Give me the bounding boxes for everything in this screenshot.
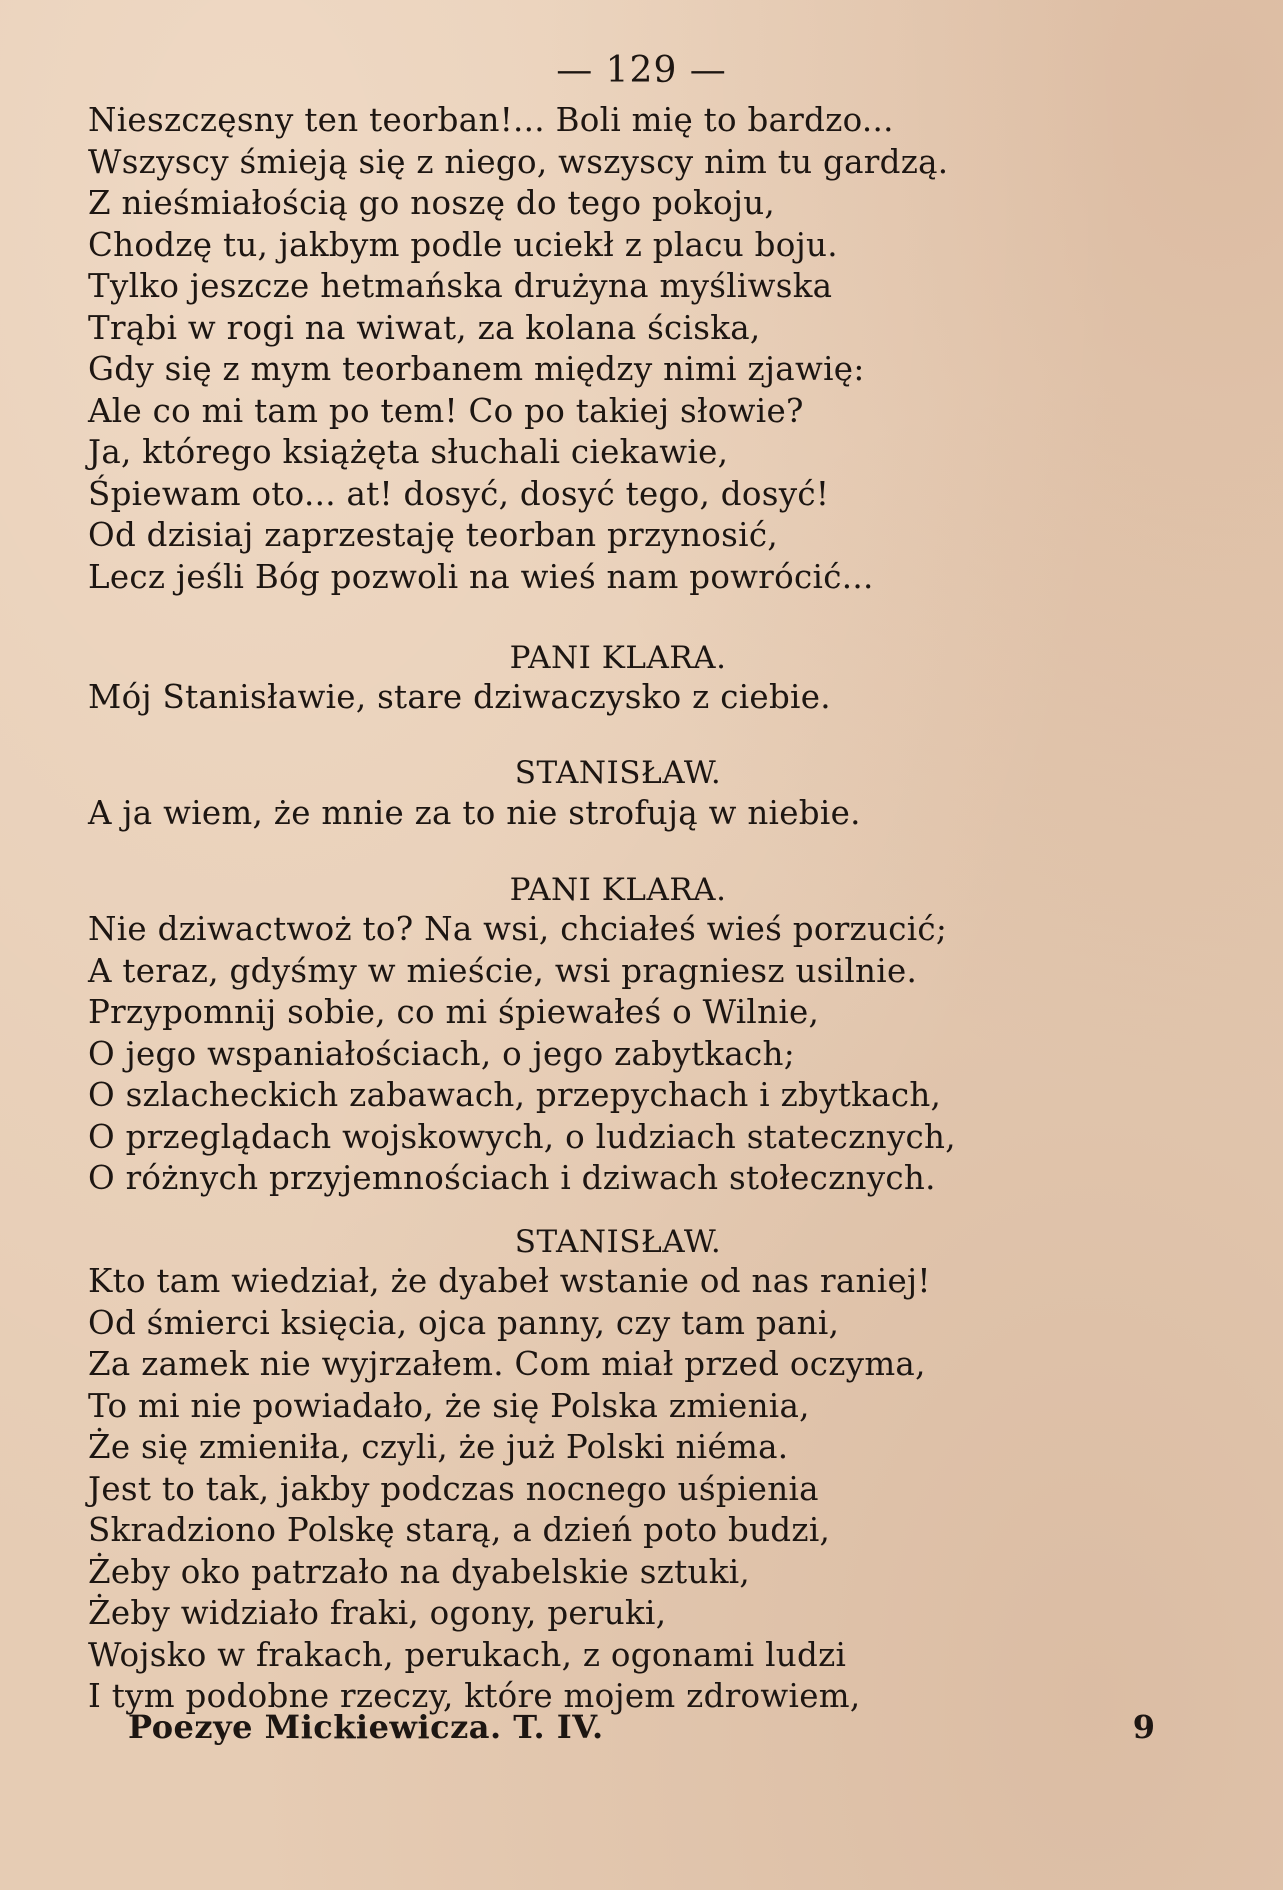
verse-line: Wszyscy śmieją się z niego, wszyscy nim tu gardzą.: [88, 142, 949, 181]
verse-block-2: [88, 677, 1238, 719]
verse-line: Ale co mi tam po tem! Co po takiej słowie?: [88, 391, 804, 430]
verse-line: Że się zmieniła, czyli, że już Polski niéma.: [88, 1428, 789, 1466]
verse-line: O jego wspaniałościach, o jego zabytkach;: [88, 1034, 796, 1073]
footer-title: Poezye Mickiewicza. T. IV.: [128, 1708, 604, 1746]
verse-block-5: [88, 1261, 1238, 1718]
verse-line: O przeglądach wojskowych, o ludziach statecznych,: [88, 1117, 956, 1156]
verse-line: Kto tam wiedział, że dyabeł wstanie od nas raniej!: [88, 1262, 931, 1300]
speaker-name: STANISŁAW.: [514, 755, 722, 791]
verse-line: A teraz, gdyśmy w mieście, wsi pragniesz usilnie.: [88, 951, 918, 990]
verse-line: A ja wiem, że mnie za to nie strofują w niebie.: [88, 794, 861, 832]
verse-line: Od śmierci księcia, ojca panny, czy tam pani,: [88, 1303, 840, 1342]
verse-line: Gdy się z mym teorbanem między nimi zjawię:: [88, 350, 865, 388]
verse-line: Nie dziwactwoż to? Na wsi, chciałeś wieś porzucić;: [88, 910, 948, 948]
verse-line: Chodzę tu, jakbym podle uciekł z placu boju.: [88, 225, 838, 264]
verse-line: Nieszczęsny ten teorban!... Boli mię to bardzo...: [88, 101, 894, 139]
speaker-name: STANISŁAW.: [514, 1224, 722, 1260]
verse-line: Żeby oko patrzało na dyabelskie sztuki,: [88, 1552, 751, 1591]
verse-line: Skradziono Polskę starą, a dzień poto budzi,: [88, 1511, 831, 1549]
speaker-heading-4: [88, 1222, 1238, 1262]
speaker-name: PANI KLARA.: [509, 872, 727, 908]
verse-line: O szlacheckich zabawach, przepychach i zbytkach,: [88, 1076, 942, 1114]
footer-signature: 9: [1132, 1708, 1155, 1746]
verse-line: Jest to tak, jakby podczas nocnego uśpienia: [88, 1469, 819, 1508]
verse-line: O różnych przyjemnościach i dziwach stołecznych.: [88, 1159, 936, 1197]
verse-line: I tym podobne rzeczy, które mojem zdrowiem,: [88, 1677, 861, 1715]
verse-block-3: [88, 793, 1238, 835]
verse-line: Ja, którego książęta słuchali ciekawie,: [88, 433, 729, 471]
verse-block-1: [88, 100, 1238, 598]
verse-line: Za zamek nie wyjrzałem. Com miał przed oczyma,: [88, 1345, 926, 1383]
verse-block-4: [88, 909, 1238, 1200]
verse-line: Mój Stanisławie, stare dziwaczysko z ciebie.: [88, 678, 831, 716]
verse-line: Trąbi w rogi na wiwat, za kolana ściska,: [88, 308, 761, 347]
speaker-heading-1: [88, 638, 1238, 678]
verse-line: Wojsko w frakach, perukach, z ogonami ludzi: [88, 1635, 847, 1674]
verse-line: Od dzisiaj zaprzestaję teorban przynosić,: [88, 516, 778, 554]
speaker-name: PANI KLARA.: [509, 640, 727, 676]
page-number: — 129 —: [556, 50, 727, 91]
verse-line: Żeby widziało fraki, ogony, peruki,: [88, 1594, 667, 1632]
verse-line: Tylko jeszcze hetmańska drużyna myśliwska: [88, 267, 833, 305]
verse-line: Śpiewam oto... at! dosyć, dosyć tego, dosyć!: [88, 474, 830, 513]
verse-line: Przypomnij sobie, co mi śpiewałeś o Wilnie,: [88, 993, 820, 1031]
verse-line: Lecz jeśli Bóg pozwoli na wieś nam powrócić...: [88, 557, 874, 596]
verse-line: To mi nie powiadało, że się Polska zmienia,: [88, 1386, 810, 1425]
verse-line: Z nieśmiałością go noszę do tego pokoju,: [88, 184, 776, 222]
speaker-heading-3: [88, 870, 1238, 910]
speaker-heading-2: [88, 753, 1238, 793]
